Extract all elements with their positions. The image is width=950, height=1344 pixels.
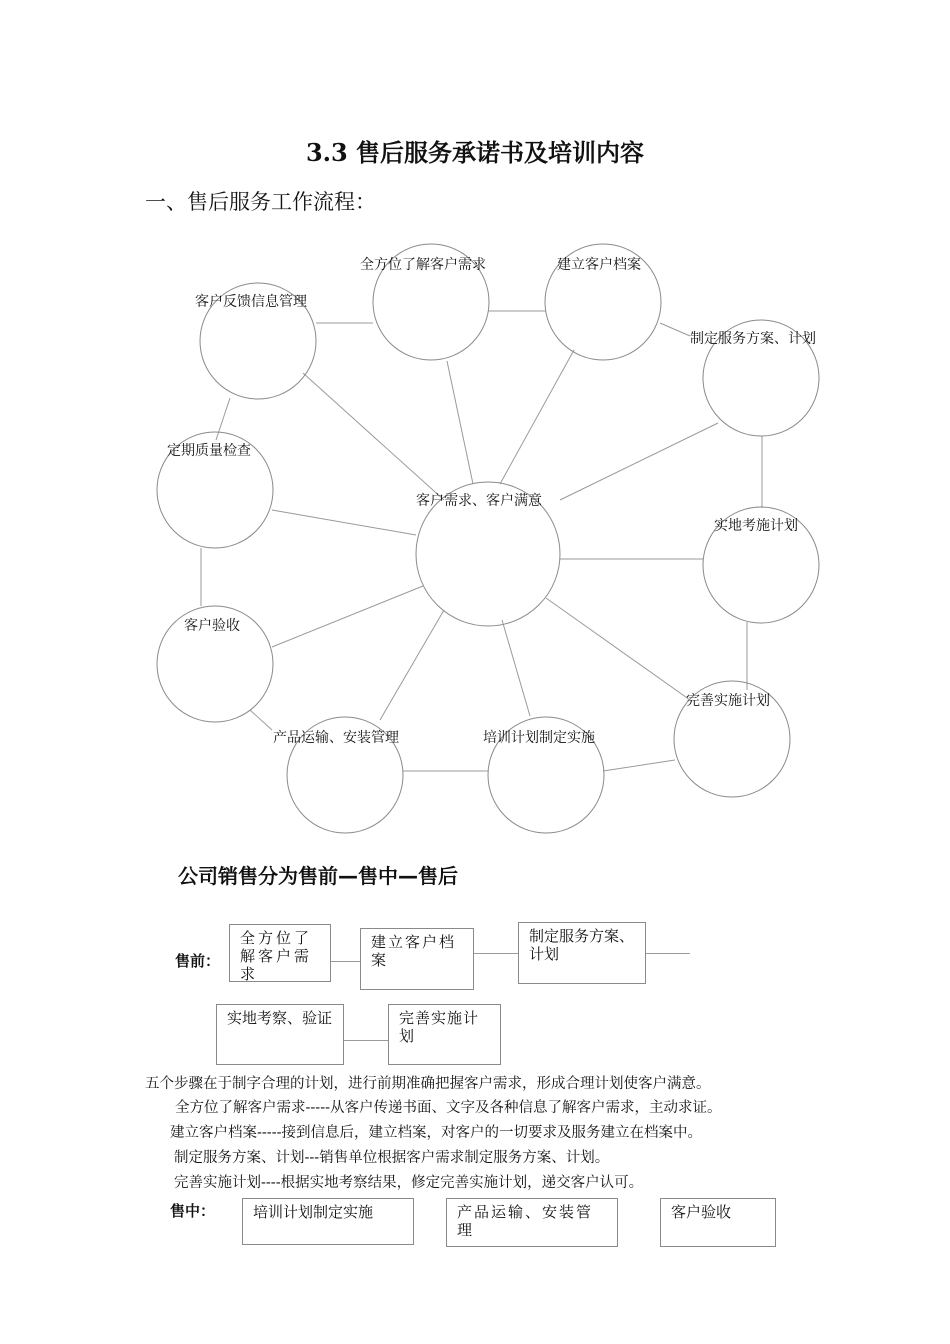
diagram-node-label: 建立客户档案 — [557, 257, 641, 273]
section-heading: 一、售后服务工作流程： — [145, 190, 376, 214]
flow-box: 产品运输、安装管理 — [446, 1198, 618, 1247]
connector — [560, 423, 718, 500]
flow-connector — [474, 953, 518, 954]
flow-box: 建立客户档案 — [360, 928, 474, 990]
page-title: 3.3 售后服务承诺书及培训内容 — [305, 138, 645, 167]
paragraph: 建立客户档案-----接到信息后，建立档案，对客户的一切要求及服务建立在档案中。 — [170, 1125, 702, 1141]
flow-connector — [344, 1040, 388, 1041]
diagram-node-label: 定期质量检查 — [167, 443, 251, 459]
flow-box: 完善实施计划 — [388, 1004, 501, 1065]
connector — [380, 610, 444, 720]
flow-box: 培训计划制定实施 — [242, 1198, 414, 1245]
diagram-node-label: 产品运输、安装管理 — [273, 730, 399, 746]
flow-connector — [646, 953, 690, 954]
diagram-node-label: 客户验收 — [184, 618, 240, 634]
diagram-node-label: 制定服务方案、计划 — [690, 331, 816, 347]
connector — [546, 598, 690, 700]
diagram-node-label: 客户反馈信息管理 — [195, 294, 307, 310]
paragraph: 全方位了解客户需求-----从客户传递书面、文字及各种信息了解客户需求，主动求证。 — [175, 1100, 722, 1116]
flow-box: 实地考察、验证 — [216, 1004, 344, 1065]
paragraph: 完善实施计划----根据实地考察结果，修定完善实施计划，递交客户认可。 — [174, 1175, 644, 1191]
connector — [250, 710, 272, 730]
diagram-node-label: 实地考施计划 — [714, 518, 798, 534]
paragraph: 制定服务方案、计划---销售单位根据客户需求制定服务方案、计划。 — [174, 1150, 610, 1166]
mid-sale-label: 售中： — [170, 1202, 216, 1220]
connector — [502, 620, 530, 716]
connector — [303, 373, 444, 500]
sales-stages-heading: 公司销售分为售前—售中—售后 — [178, 864, 458, 888]
flow-box: 客户验收 — [660, 1198, 776, 1247]
paragraph: 五个步骤在于制字合理的计划，进行前期准确把握客户需求，形成合理计划使客户满意。 — [145, 1076, 711, 1092]
connector — [500, 350, 574, 484]
pre-sale-label: 售前： — [175, 952, 221, 970]
diagram-node-label: 全方位了解客户需求 — [360, 257, 486, 273]
connector — [272, 586, 423, 647]
flow-box: 全方位了解客户需求 — [229, 924, 331, 982]
connector — [660, 323, 690, 336]
flow-box: 制定服务方案、计划 — [518, 922, 646, 984]
connector — [447, 361, 473, 484]
diagram-node-label: 培训计划制定实施 — [483, 730, 595, 746]
connector — [272, 510, 416, 535]
flow-connector — [331, 961, 360, 962]
connector — [603, 760, 675, 771]
diagram-center-label: 客户需求、客户满意 — [416, 493, 542, 509]
diagram-node-label: 完善实施计划 — [686, 693, 770, 709]
